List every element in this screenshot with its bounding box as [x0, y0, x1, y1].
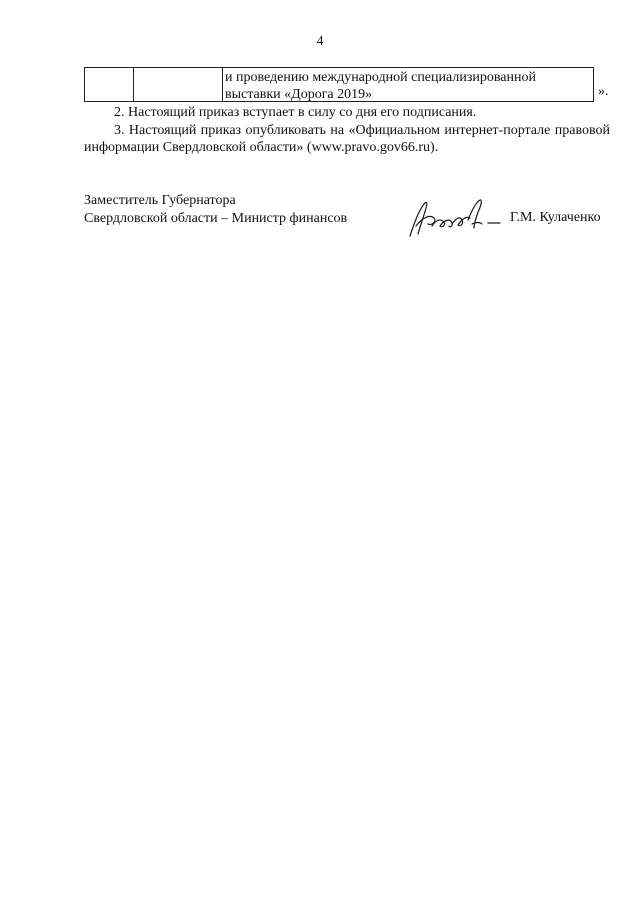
signatory-title-line: Заместитель Губернатора — [84, 193, 236, 208]
table-cell-line: и проведению международной специализированной — [225, 70, 536, 85]
paragraph-effective-date: 2. Настоящий приказ вступает в силу со дня его подписания. — [114, 105, 477, 120]
paragraph-publication: 3. Настоящий приказ опубликовать на «Официальном интернет-портале правовой информации Свердловской области» (www.pravo.gov66.ru). — [84, 123, 610, 155]
signatory-name: Г.М. Кулаченко — [510, 210, 601, 225]
table-fragment — [84, 67, 594, 102]
signatory-title-line: Свердловской области – Министр финансов — [84, 211, 348, 226]
closing-quote: ». — [598, 84, 609, 99]
signatory-title — [84, 192, 347, 228]
table-cell-line: выставки «Дорога 2019» — [225, 87, 373, 102]
table-cell-text — [225, 69, 590, 103]
table-column-divider — [222, 68, 223, 101]
table-column-divider — [133, 68, 134, 101]
page-number: 4 — [316, 34, 324, 49]
handwritten-signature — [404, 196, 504, 240]
